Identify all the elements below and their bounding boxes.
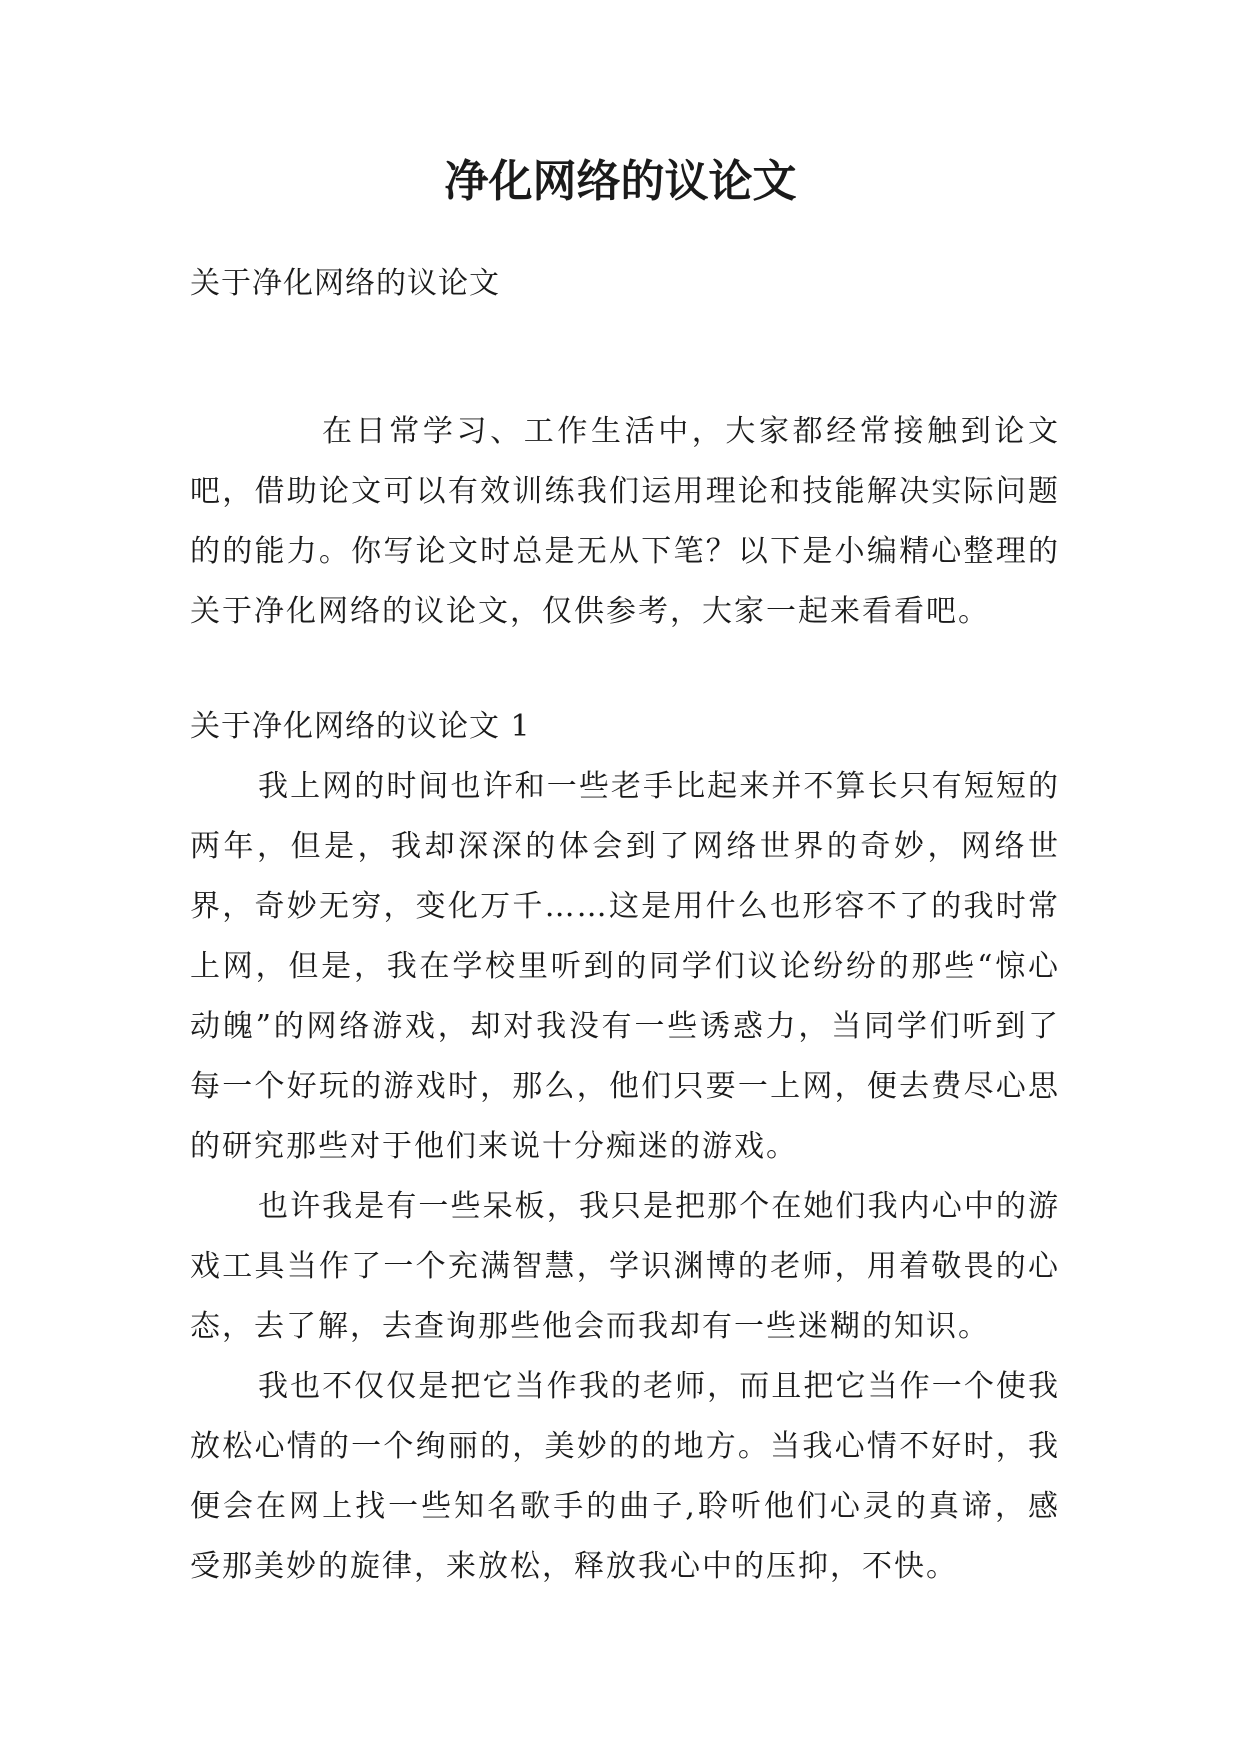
document-title: 净化网络的议论文 [444, 156, 797, 207]
body-paragraph-1: 我上网的时间也许和一些老手比起来并不算长只有短短的两年，但是，我却深深的体会到了网络世界的奇妙，网络世界，奇妙无穷，变化万千……这是用什么也形容不了的我时常上网，但是，我在学校里听到的同学们议论纷纷的那些“惊心动魄”的网络游戏，却对我没有一些诱惑力，当同学们听到了每一个好玩的游戏时，那么，他们只要一上网，便去费尽心思的研究那些对于他们来说十分痴迷的游戏。 [190, 769, 1060, 1164]
section-heading: 关于净化网络的议论文 1 [190, 709, 531, 744]
intro-paragraph: 在日常学习、工作生活中，大家都经常接触到论文吧，借助论文可以有效训练我们运用理论和技能解决实际问题的的能力。你写论文时总是无从下笔？以下是小编精心整理的关于净化网络的议论文，仅供参考，大家一起来看看吧。 [190, 414, 1060, 629]
body-paragraph-3: 我也不仅仅是把它当作我的老师，而且把它当作一个使我放松心情的一个绚丽的，美妙的的地方。当我心情不好时，我便会在网上找一些知名歌手的曲子,聆听他们心灵的真谛，感受那美妙的旋律，来放松，释放我心中的压抑，不快。 [190, 1369, 1060, 1584]
intro-block [190, 402, 1060, 642]
document-subtitle: 关于净化网络的议论文 [190, 266, 500, 301]
section-1 [190, 697, 1060, 1597]
body-paragraph-2: 也许我是有一些呆板，我只是把那个在她们我内心中的游戏工具当作了一个充满智慧，学识渊博的老师，用着敬畏的心态，去了解，去查询那些他会而我却有一些迷糊的知识。 [190, 1189, 1060, 1344]
